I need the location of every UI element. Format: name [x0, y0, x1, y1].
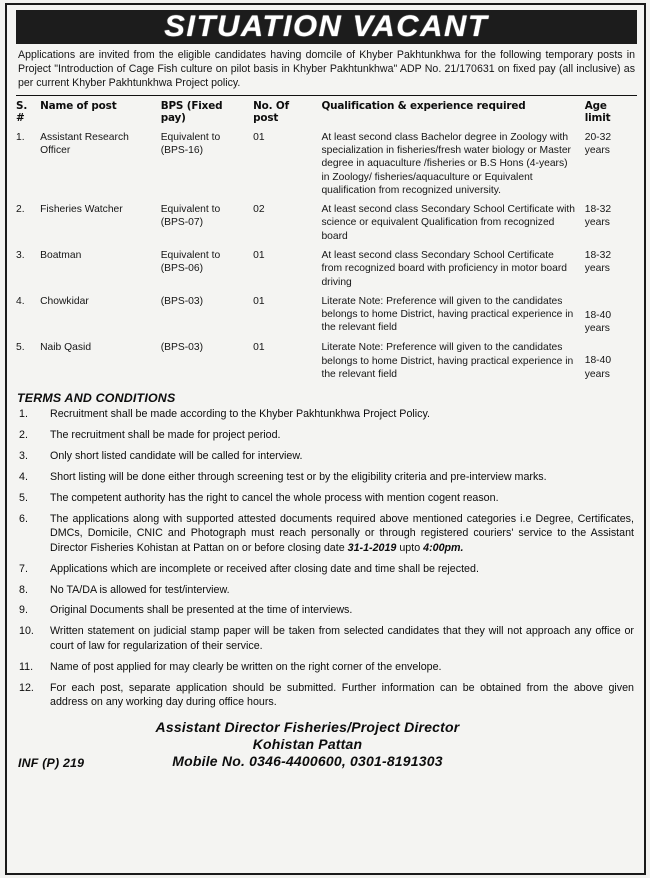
terms-item-number: 5.	[19, 491, 28, 504]
terms-item	[16, 624, 637, 653]
terms-item-number: 4.	[19, 471, 28, 484]
row-post-count: 01	[253, 249, 265, 261]
terms-heading: TERMS AND CONDITIONS	[17, 391, 176, 406]
row-qualification: At least second class Secondary School Certificate from recognized board with proficiency in motor board driving	[321, 249, 567, 288]
col-header-name: Name of post	[40, 99, 117, 112]
inf-reference-number: INF (P) 219	[18, 756, 85, 771]
row-post-count: 01	[253, 342, 265, 354]
terms-emphasis: 4:00pm.	[423, 541, 464, 554]
terms-item-text: Short listing will be done either through screening test or by the eligibility criteria and pre-interview marks.	[50, 471, 547, 484]
terms-item-text: Name of post applied for may clearly be written on the right corner of the envelope.	[50, 660, 442, 673]
row-bps: Equivalent to (BPS-06)	[160, 249, 221, 275]
terms-item-number: 7.	[19, 562, 28, 575]
row-serial: 5.	[16, 342, 25, 354]
row-age-limit: 20-32 years	[584, 131, 612, 156]
signature-line-1: Assistant Director Fisheries/Project Director	[155, 719, 460, 736]
signature-row	[16, 719, 637, 770]
row-post-name: Chowkidar	[40, 295, 89, 307]
signature-line-2: Kohistan Pattan	[252, 736, 363, 753]
row-post-count: 02	[253, 204, 265, 216]
terms-item-text: Recruitment shall be made according to the Khyber Pakhtunkhwa Project Policy.	[50, 408, 430, 421]
row-bps: Equivalent to (BPS-07)	[160, 204, 221, 229]
situation-vacant-banner	[16, 10, 637, 44]
terms-item-number: 2.	[19, 429, 28, 442]
col-header-qualification: Qualification & experience required	[321, 99, 526, 112]
row-qualification: Literate Note: Preference will given to the candidates belongs to home District, having practical experience in the relevant field	[321, 342, 574, 381]
terms-item-number: 10.	[19, 625, 34, 638]
row-serial: 1.	[16, 131, 25, 143]
terms-item-text: No TA/DA is allowed for test/interview.	[50, 583, 230, 596]
advertisement-frame	[5, 3, 646, 875]
row-qualification: At least second class Bachelor degree in Zoology with specialization in fisheries/fresh water biology or Master degree in aquaculture /fisheries or B.S Hons (4-years) in Zoology/ fisheries/aquaculture or Equivalent qualification from recognized university.	[321, 131, 571, 196]
terms-item	[16, 562, 637, 576]
signature-block	[16, 719, 637, 770]
terms-item-text: Only short listed candidate will be called for interview.	[50, 450, 303, 463]
row-age-limit: 18-40 years	[584, 309, 612, 335]
table-row	[16, 128, 637, 200]
terms-emphasis: 31-1-2019	[347, 541, 397, 554]
terms-item-text: For each post, separate application should be submitted. Further information can be obtained from the above given address on any working day during office hours.	[50, 681, 634, 708]
row-serial: 3.	[16, 249, 25, 261]
col-header-age: Age limit	[584, 99, 611, 124]
terms-item	[16, 660, 637, 674]
terms-item	[16, 603, 637, 617]
row-age-limit: 18-32 years	[584, 249, 612, 275]
terms-item	[16, 470, 637, 484]
header-divider	[16, 95, 637, 96]
row-post-name: Fisheries Watcher	[40, 204, 123, 216]
row-age-limit: 18-32 years	[584, 204, 612, 229]
terms-item-text: The recruitment shall be made for project period.	[50, 429, 281, 442]
row-serial: 4.	[16, 295, 25, 307]
terms-item	[16, 428, 637, 442]
row-qualification: At least second class Secondary School Certificate with science or equivalent Qualification from recognized board	[321, 204, 575, 242]
terms-item-number: 8.	[19, 583, 28, 596]
terms-item-number: 6.	[19, 512, 28, 525]
terms-item	[16, 449, 637, 463]
terms-item	[16, 681, 637, 710]
terms-item-text: Written statement on judicial stamp paper will be taken from selected candidates that they will not approach any office or court of law for regularization of their service.	[50, 625, 634, 652]
terms-list	[16, 407, 637, 709]
table-row	[16, 246, 637, 292]
terms-item-number: 1.	[19, 408, 28, 421]
terms-item	[16, 512, 637, 555]
row-bps: Equivalent to (BPS-16)	[160, 131, 221, 156]
page-title: SITUATION VACANT	[164, 10, 489, 43]
table-header-row	[16, 99, 637, 128]
terms-item-number: 11.	[19, 660, 34, 673]
row-post-count: 01	[253, 295, 265, 307]
terms-item-text: Original Documents shall be presented at the time of interviews.	[50, 604, 353, 617]
row-post-name: Naib Qasid	[40, 342, 92, 354]
table-row	[16, 200, 637, 246]
col-header-number: No. Of post	[253, 99, 289, 124]
terms-item-text: The competent authority has the right to cancel the whole process with mention cogent reason.	[50, 491, 499, 504]
table-row	[16, 292, 637, 339]
terms-item-text: The applications along with supported attested documents required above mentioned categories i.e Degree, Certificates, DMCs, Domicile, CNIC and Photograph must reach personally or through registered couriers' service to the Assistant Director Fisheries Kohistan at Pattan on or before closing date 31-1-2019 upto 4:00pm.	[50, 512, 634, 554]
row-post-count: 01	[253, 131, 265, 143]
intro-paragraph: Applications are invited from the eligible candidates having domcile of Khyber Pakhtunkhwa for the following temporary posts in Project "Introduction of Cage Fish culture on pilot basis in Khyber Pakhtunkhwa" ADP No. 21/170631 on fixed pay (all inclusive) as per current Khyber Pakhtunkhwa Project policy.	[18, 49, 635, 90]
terms-item-number: 12.	[19, 681, 34, 694]
row-post-name: Boatman	[40, 249, 82, 261]
terms-item	[16, 407, 637, 421]
col-header-bps: BPS (Fixed pay)	[160, 99, 223, 124]
row-serial: 2.	[16, 204, 25, 216]
table-row	[16, 338, 637, 384]
row-post-name: Assistant Research Officer	[40, 131, 129, 156]
terms-item-number: 9.	[19, 604, 28, 617]
terms-item-text: Applications which are incomplete or received after closing date and time shall be rejected.	[50, 562, 479, 575]
vacancy-table	[16, 99, 637, 385]
row-bps: (BPS-03)	[160, 295, 204, 307]
vacancy-table-body	[16, 128, 637, 385]
terms-item	[16, 491, 637, 505]
terms-item-number: 3.	[19, 450, 28, 463]
row-age-limit: 18-40 years	[584, 355, 612, 380]
terms-item	[16, 583, 637, 597]
vacancy-table-header	[16, 99, 637, 128]
row-qualification: Literate Note: Preference will given to the candidates belongs to home District, having practical experience in the relevant field	[321, 295, 574, 334]
signature-line-3: Mobile No. 0346-4400600, 0301-8191303	[172, 753, 443, 770]
row-bps: (BPS-03)	[160, 342, 204, 354]
col-header-serial: S. #	[16, 99, 28, 124]
